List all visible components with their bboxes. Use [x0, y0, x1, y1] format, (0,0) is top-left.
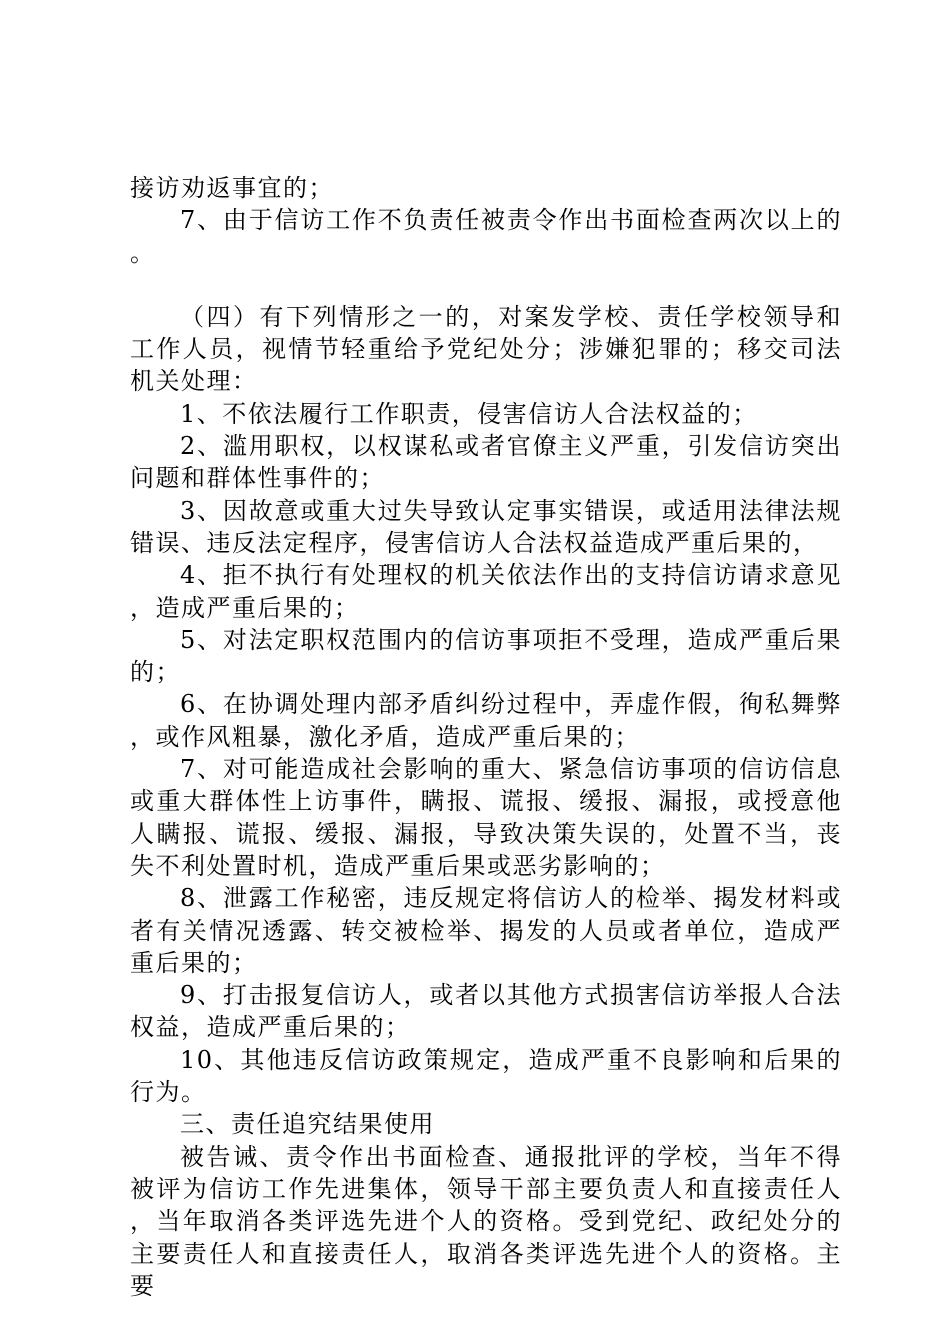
list-item: 9、打击报复信访人，或者以其他方式损害信访举报人合法权益，造成严重后果的；: [130, 981, 842, 1042]
list-item: 5、对法定职权范围内的信访事项拒不受理，造成严重后果的；: [130, 625, 842, 687]
paragraph: （四）有下列情形之一的，对案发学校、责任学校领导和工作人员，视情节轻重给予党纪处分；涉嫌犯罪的；移交司法机关处理：: [130, 302, 842, 396]
section-heading: 三、责任追究结果使用: [180, 1110, 435, 1139]
paragraph-gap: [130, 269, 842, 301]
paragraph: 接访劝返事宜的；: [130, 174, 334, 202]
paragraph: 被告诫、责令作出书面检查、通报批评的学校，当年不得被评为信访工作先进集体，领导干部主要负责人和直接责任人，当年取消各类评选先进个人的资格。受到党纪、政纪处分的主要责任人和直接责任人，取消各类评选先进个人的资格。主要: [130, 1142, 842, 1300]
list-item: 7、对可能造成社会影响的重大、紧急信访事项的信访信息或重大群体性上访事件，瞒报、谎报、缓报、漏报，或授意他人瞒报、谎报、缓报、漏报，导致决策失误的，处置不当，丧失不利处置时机，造成严重后果或恶劣影响的；: [130, 755, 842, 880]
paragraph: 7、由于信访工作不负责任被责令作出书面检查两次以上的。: [130, 206, 842, 267]
list-item: 3、因故意或重大过失导致认定事实错误，或适用法律法规错误、违反法定程序，侵害信访人合法权益造成严重后果的，: [130, 496, 842, 557]
list-item: 8、泄露工作秘密，违反规定将信访人的检举、揭发材料或者有关情况透露、转交被检举、揭发的人员或者单位，造成严重后果的；: [130, 884, 842, 977]
document-body: [130, 172, 842, 1302]
list-item: 1、不依法履行工作职责，侵害信访人合法权益的；: [180, 399, 758, 428]
list-item: 10、其他违反信访政策规定，造成严重不良影响和后果的行为。: [130, 1045, 842, 1107]
list-item: 4、拒不执行有处理权的机关依法作出的支持信访请求意见，造成严重后果的；: [130, 561, 842, 622]
list-item: 2、滥用职权，以权谋私或者官僚主义严重，引发信访突出问题和群体性事件的；: [130, 432, 842, 493]
list-item: 6、在协调处理内部矛盾纠纷过程中，弄虚作假，徇私舞弊，或作风粗暴，激化矛盾，造成严重后果的；: [130, 690, 842, 751]
